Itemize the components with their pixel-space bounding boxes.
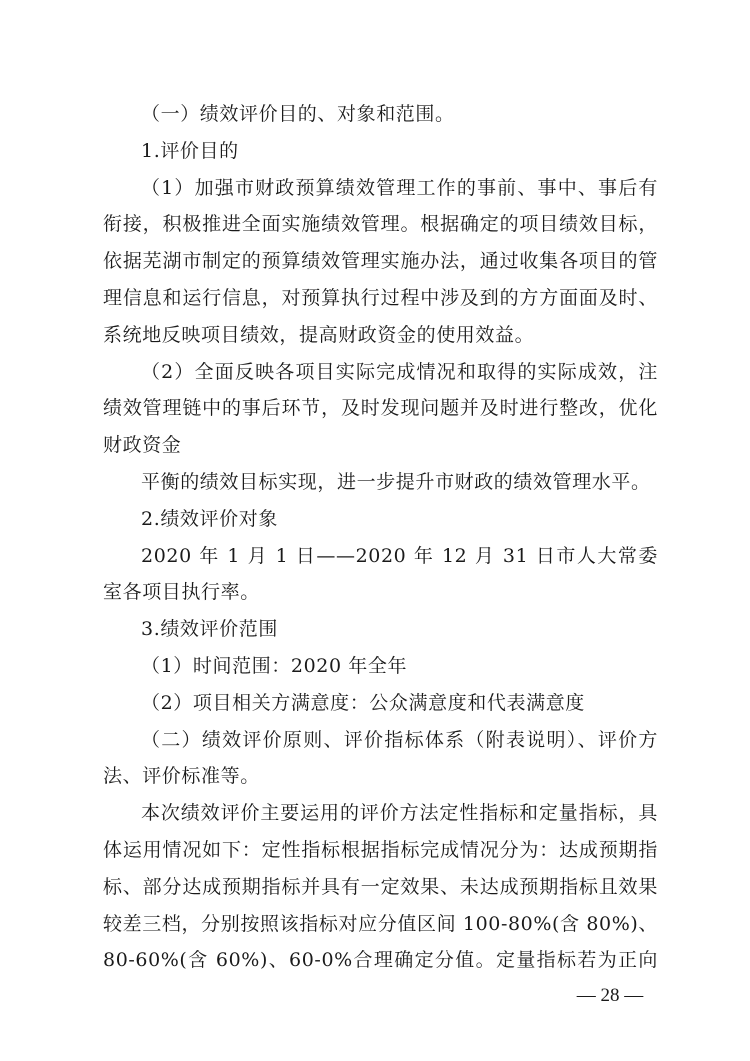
text-line: 理信息和运行信息，对预算执行过程中涉及到的方方面面及时、: [103, 286, 658, 309]
text-line: 绩效管理链中的事后环节，及时发现问题并及时进行整改，优化: [103, 397, 658, 420]
text-line: （2）项目相关方满意度：公众满意度和代表满意度: [141, 691, 585, 714]
text-line: 依据芜湖市制定的预算绩效管理实施办法，通过收集各项目的管: [103, 250, 658, 273]
page-number: — 28 —: [576, 985, 644, 1006]
text-line: 室各项目执行率。: [103, 581, 260, 604]
text-line: 80-60%(含 60%)、60-0%合理确定分值。定量指标若为正向: [103, 949, 658, 972]
text-line: 1.评价目的: [141, 139, 239, 162]
text-line: 2.绩效评价对象: [141, 507, 278, 530]
text-line: 衔接，积极推进全面实施绩效管理。根据确定的项目绩效目标，: [103, 213, 658, 236]
body-text: [103, 96, 658, 979]
text-line: 较差三档，分别按照该指标对应分值区间 100-80%(含 80%)、: [103, 912, 658, 935]
text-line: 系统地反映项目绩效，提高财政资金的使用效益。: [103, 323, 535, 346]
text-line: 法、评价标准等。: [103, 765, 260, 788]
text-line: 2020 年 1 月 1 日——2020 年 12 月 31 日市人大常委: [141, 544, 658, 567]
text-line: （1）加强市财政预算绩效管理工作的事前、事中、事后有: [141, 176, 658, 199]
text-line: 平衡的绩效目标实现，进一步提升市财政的绩效管理水平。: [141, 470, 651, 493]
text-line: （二）绩效评价原则、评价指标体系（附表说明）、评价方: [141, 728, 658, 751]
text-line: （1）时间范围：2020 年全年: [141, 654, 408, 677]
text-line: 本次绩效评价主要运用的评价方法定性指标和定量指标，具: [141, 802, 658, 825]
text-line: （2）全面反映各项目实际完成情况和取得的实际成效，注: [141, 360, 658, 383]
text-line: 财政资金: [103, 434, 182, 457]
text-line: 体运用情况如下：定性指标根据指标完成情况分为：达成预期指: [103, 838, 658, 861]
text-line: 标、部分达成预期指标并具有一定效果、未达成预期指标且效果: [103, 875, 658, 898]
text-line: （一）绩效评价目的、对象和范围。: [141, 103, 455, 125]
text-line: 3.绩效评价范围: [141, 618, 278, 641]
